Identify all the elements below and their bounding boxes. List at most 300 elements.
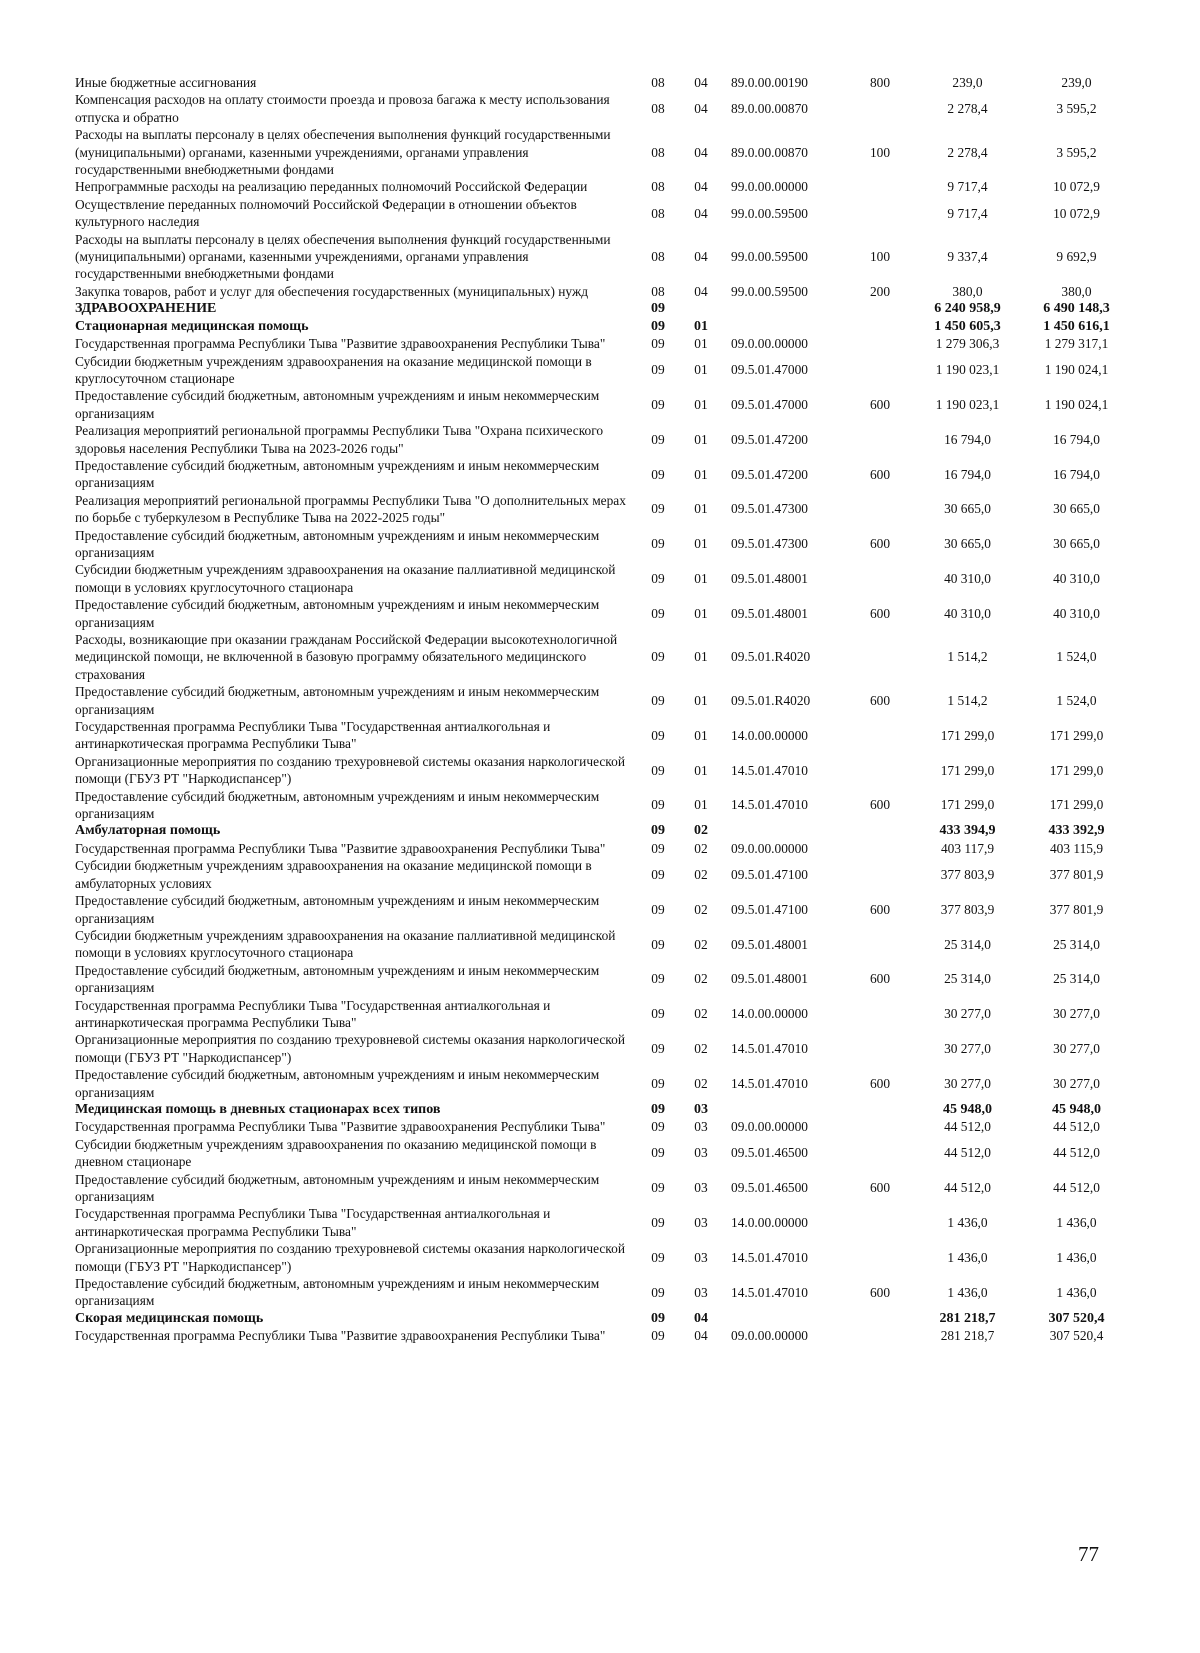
subsection-code: 02 [694, 823, 708, 839]
expense-type-code: 800 [869, 75, 891, 90]
amount-year-1: 403 117,9 [940, 840, 995, 856]
subsection-code: 02 [694, 840, 708, 856]
section-code: 09 [651, 1215, 665, 1231]
amount-year-2: 44 512,0 [1053, 1119, 1100, 1135]
expense-type-code [848, 1136, 912, 1171]
row-name: Субсидии бюджетным учреждениям здравоохранения на оказание медицинской помощи в амбулаторных условиях [75, 858, 592, 891]
target-article-code: 14.5.01.47010 [731, 1249, 808, 1265]
amount-year-1: 377 803,9 [940, 901, 995, 917]
table-row [75, 1136, 1130, 1171]
expense-type-code [848, 91, 912, 126]
amount-year-1: 239,0 [952, 75, 983, 90]
section-row [75, 300, 1130, 317]
amount-year-1: 1 514,2 [947, 692, 988, 708]
subsection-code: 03 [694, 1249, 708, 1265]
expense-type-code [848, 196, 912, 231]
table-row [75, 892, 1130, 927]
row-name: Государственная программа Республики Тыва "Развитие здравоохранения Республики Тыва" [75, 840, 606, 856]
table-row [75, 527, 1130, 562]
amount-year-1: 6 240 958,9 [934, 301, 1001, 317]
expense-type-code: 600 [869, 901, 891, 917]
section-code: 09 [651, 823, 665, 839]
section-code: 09 [651, 1101, 665, 1117]
section-code: 08 [651, 205, 665, 221]
expense-type-code [848, 753, 912, 788]
amount-year-2: 10 072,9 [1053, 179, 1100, 195]
table-row [75, 561, 1130, 596]
expense-type-code [848, 335, 912, 352]
row-name: Стационарная медицинская помощь [75, 318, 309, 334]
row-name: ЗДРАВООХРАНЕНИЕ [75, 301, 217, 317]
subsection-code: 04 [694, 205, 708, 221]
amount-year-2: 1 524,0 [1056, 649, 1097, 665]
expense-type-code [848, 840, 912, 857]
table-row [75, 631, 1130, 683]
row-name: Расходы на выплаты персоналу в целях обеспечения выполнения функций государственными (муниципальными) органами, казенными учреждениями, органами управления государственными внебюджетными фондами [75, 127, 611, 178]
target-article-code [721, 300, 848, 317]
subsection-code: 04 [694, 75, 708, 90]
target-article-code: 09.0.00.00000 [731, 336, 808, 352]
table-row [75, 353, 1130, 388]
target-article-code: 09.0.00.00000 [731, 1119, 808, 1135]
target-article-code: 09.5.01.47000 [731, 362, 808, 378]
section-code: 09 [651, 1328, 665, 1344]
expense-type-code: 600 [869, 605, 891, 621]
row-name: Организационные мероприятия по созданию трехуровневой системы оказания наркологической помощи (ГБУЗ РТ "Наркодиспансер") [75, 1032, 625, 1065]
expense-type-code [848, 561, 912, 596]
subsection-code: 02 [694, 936, 708, 952]
table-row [75, 1327, 1130, 1344]
expense-type-code: 600 [869, 1180, 891, 1196]
row-name: Расходы на выплаты персоналу в целях обеспечения выполнения функций государственными (муниципальными) органами, казенными учреждениями, органами управления государственными внебюджетными фондами [75, 231, 611, 282]
subsection-code: 04 [694, 144, 708, 160]
row-name: Государственная программа Республики Тыва "Развитие здравоохранения Республики Тыва" [75, 1328, 606, 1344]
section-code: 09 [651, 466, 665, 482]
subsection-code: 04 [694, 249, 708, 265]
table-row [75, 1205, 1130, 1240]
amount-year-1: 2 278,4 [947, 101, 988, 117]
row-name: Предоставление субсидий бюджетным, автономным учреждениям и иным некоммерческим организациям [75, 1276, 600, 1309]
section-code: 09 [651, 692, 665, 708]
expense-type-code [848, 1205, 912, 1240]
amount-year-2: 377 801,9 [1049, 901, 1104, 917]
subsection-code: 03 [694, 1119, 708, 1135]
section-code: 08 [651, 249, 665, 265]
subsection-code: 01 [694, 362, 708, 378]
row-name: Реализация мероприятий региональной программы Республики Тыва "Охрана психического здоровья населения Республики Тыва на 2023-2026 годы" [75, 423, 604, 456]
amount-year-1: 44 512,0 [944, 1145, 991, 1161]
amount-year-1: 377 803,9 [940, 866, 995, 882]
subsection-code: 02 [694, 866, 708, 882]
table-row [75, 1031, 1130, 1066]
expense-type-code: 600 [869, 692, 891, 708]
subsection-code: 01 [694, 501, 708, 517]
row-name: Субсидии бюджетным учреждениям здравоохранения на оказание паллиативной медицинской помощи в условиях круглосуточного стационара [75, 927, 616, 961]
table-row [75, 387, 1130, 422]
row-name: Предоставление субсидий бюджетным, автономным учреждениям и иным некоммерческим организациям [75, 788, 600, 822]
amount-year-2: 171 299,0 [1049, 797, 1104, 813]
expense-type-code [848, 631, 912, 683]
amount-year-2: 9 692,9 [1056, 249, 1097, 265]
section-code: 09 [651, 1041, 665, 1057]
amount-year-2: 25 314,0 [1053, 936, 1100, 952]
amount-year-2: 1 524,0 [1056, 692, 1097, 708]
amount-year-2: 6 490 148,3 [1043, 301, 1110, 317]
section-row [75, 822, 1130, 839]
target-article-code: 99.0.00.00000 [731, 179, 808, 195]
amount-year-2: 380,0 [1061, 283, 1092, 299]
amount-year-1: 1 436,0 [947, 1215, 988, 1231]
subsection-code: 01 [694, 571, 708, 587]
target-article-code: 09.5.01.47000 [731, 397, 808, 413]
subsection-code: 01 [694, 727, 708, 743]
row-name: Компенсация расходов на оплату стоимости проезда и провоза багажа к месту использования отпуска и обратно [75, 92, 610, 125]
target-article-code: 09.5.01.48001 [731, 605, 808, 621]
table-row [75, 1240, 1130, 1275]
amount-year-1: 30 277,0 [944, 1006, 991, 1022]
amount-year-1: 9 337,4 [947, 249, 988, 265]
expense-type-code [848, 1118, 912, 1135]
amount-year-1: 16 794,0 [944, 466, 991, 482]
row-name: Предоставление субсидий бюджетным, автономным учреждениям и иным некоммерческим организациям [75, 1067, 600, 1100]
table-row [75, 1118, 1130, 1135]
section-code: 09 [651, 901, 665, 917]
expense-type-code [848, 857, 912, 892]
amount-year-1: 9 717,4 [947, 179, 988, 195]
row-name: Медицинская помощь в дневных стационарах всех типов [75, 1101, 441, 1117]
row-name: Предоставление субсидий бюджетным, автономным учреждениям и иным некоммерческим организациям [75, 527, 600, 560]
row-name: Субсидии бюджетным учреждениям здравоохранения на оказание паллиативной медицинской помощи в условиях круглосуточного стационара [75, 562, 616, 595]
table-row [75, 997, 1130, 1032]
amount-year-1: 40 310,0 [944, 605, 991, 621]
amount-year-1: 281 218,7 [940, 1328, 995, 1344]
amount-year-1: 1 514,2 [947, 649, 988, 665]
table-row [75, 683, 1130, 718]
section-code: 08 [651, 144, 665, 160]
target-article-code: 14.0.00.00000 [731, 727, 808, 743]
section-code: 09 [651, 397, 665, 413]
amount-year-1: 1 190 023,1 [935, 362, 1000, 378]
page-number: 77 [1078, 1542, 1099, 1566]
amount-year-1: 30 665,0 [944, 536, 991, 552]
amount-year-1: 171 299,0 [940, 797, 995, 813]
budget-table-page [75, 74, 1130, 1345]
row-name: Осуществление переданных полномочий Российской Федерации в отношении объектов культурного наследия [75, 196, 577, 230]
section-code: 09 [651, 301, 665, 317]
amount-year-1: 171 299,0 [940, 727, 995, 743]
amount-year-1: 30 277,0 [944, 1075, 991, 1091]
expense-type-code [848, 492, 912, 527]
target-article-code: 09.5.01.R4020 [731, 692, 811, 708]
row-name: Предоставление субсидий бюджетным, автономным учреждениям и иным некоммерческим организациям [75, 684, 600, 717]
table-row [75, 1275, 1130, 1310]
target-article-code: 09.5.01.47100 [731, 866, 808, 882]
amount-year-1: 44 512,0 [944, 1180, 991, 1196]
expense-type-code [848, 422, 912, 457]
amount-year-1: 1 436,0 [947, 1249, 988, 1265]
target-article-code: 09.0.00.00000 [731, 840, 808, 856]
subsection-code: 04 [694, 179, 708, 195]
table-row [75, 962, 1130, 997]
expense-type-code: 600 [869, 1284, 891, 1300]
subsection-code: 02 [694, 1041, 708, 1057]
amount-year-2: 1 450 616,1 [1043, 318, 1110, 334]
target-article-code: 09.5.01.46500 [731, 1180, 808, 1196]
amount-year-2: 307 520,4 [1049, 1328, 1104, 1344]
subsection-code: 03 [694, 1145, 708, 1161]
amount-year-2: 30 665,0 [1053, 501, 1100, 517]
amount-year-1: 281 218,7 [939, 1310, 996, 1326]
subsection-code: 03 [694, 1101, 708, 1117]
row-name: Скорая медицинская помощь [75, 1310, 264, 1326]
subsection-code: 01 [694, 649, 708, 665]
table-row [75, 457, 1130, 492]
amount-year-1: 30 665,0 [944, 501, 991, 517]
subsection-code: 03 [694, 1180, 708, 1196]
target-article-code: 09.5.01.47100 [731, 901, 808, 917]
amount-year-1: 25 314,0 [944, 971, 991, 987]
amount-year-2: 30 665,0 [1053, 536, 1100, 552]
expense-type-code [848, 353, 912, 388]
target-article-code: 14.5.01.47010 [731, 1284, 808, 1300]
amount-year-1: 45 948,0 [943, 1101, 992, 1117]
row-name: Иные бюджетные ассигнования [75, 75, 257, 90]
row-name: Непрограммные расходы на реализацию переданных полномочий Российской Федерации [75, 179, 588, 195]
amount-year-1: 40 310,0 [944, 571, 991, 587]
row-name: Амбулаторная помощь [75, 823, 221, 839]
amount-year-2: 44 512,0 [1053, 1180, 1100, 1196]
target-article-code: 14.5.01.47010 [731, 797, 808, 813]
row-name: Организационные мероприятия по созданию трехуровневой системы оказания наркологической помощи (ГБУЗ РТ "Наркодиспансер") [75, 753, 625, 787]
target-article-code [721, 1310, 848, 1327]
table-row [75, 857, 1130, 892]
section-code: 08 [651, 283, 665, 299]
subsection-code: 01 [694, 692, 708, 708]
table-row [75, 753, 1130, 788]
section-row [75, 318, 1130, 335]
target-article-code: 14.0.00.00000 [731, 1215, 808, 1231]
table-row [75, 927, 1130, 962]
section-code: 09 [651, 727, 665, 743]
section-code: 08 [651, 179, 665, 195]
section-code: 09 [651, 762, 665, 778]
expense-type-code [848, 927, 912, 962]
subsection-code: 04 [694, 101, 708, 117]
amount-year-1: 9 717,4 [947, 205, 988, 221]
expense-type-code [848, 1327, 912, 1344]
section-code: 09 [651, 1145, 665, 1161]
target-article-code: 09.5.01.47300 [731, 501, 808, 517]
row-name: Государственная программа Республики Тыва "Государственная антиалкогольная и антинаркотическая программа Республики Тыва" [75, 719, 551, 752]
amount-year-2: 1 279 317,1 [1044, 336, 1109, 352]
section-code: 08 [651, 101, 665, 117]
row-name: Государственная программа Республики Тыва "Развитие здравоохранения Республики Тыва" [75, 1119, 606, 1135]
amount-year-2: 1 436,0 [1056, 1284, 1097, 1300]
section-code: 09 [651, 605, 665, 621]
row-name: Предоставление субсидий бюджетным, автономным учреждениям и иным некоммерческим организациям [75, 597, 600, 630]
subsection-code: 03 [694, 1215, 708, 1231]
subsection-code: 03 [694, 1284, 708, 1300]
section-code: 09 [651, 797, 665, 813]
amount-year-2: 3 595,2 [1056, 144, 1097, 160]
expense-type-code: 600 [869, 1075, 891, 1091]
table-row [75, 74, 1130, 91]
table-row [75, 196, 1130, 231]
expense-type-code: 600 [869, 971, 891, 987]
row-name: Предоставление субсидий бюджетным, автономным учреждениям и иным некоммерческим организациям [75, 388, 600, 421]
section-code: 08 [651, 75, 665, 90]
row-name: Расходы, возникающие при оказании гражданам Российской Федерации высокотехнологичной медицинской помощи, не включенной в базовую программу обязательного медицинского страхования [75, 632, 618, 682]
subsection-code: 01 [694, 397, 708, 413]
target-article-code: 99.0.00.59500 [731, 249, 808, 265]
amount-year-2: 171 299,0 [1049, 762, 1104, 778]
subsection-code: 01 [694, 318, 708, 334]
section-code: 09 [651, 318, 665, 334]
row-name: Предоставление субсидий бюджетным, автономным учреждениям и иным некоммерческим организациям [75, 1171, 600, 1204]
target-article-code [721, 822, 848, 839]
row-name: Субсидии бюджетным учреждениям здравоохранения по оказанию медицинской помощи в дневном стационаре [75, 1136, 597, 1170]
amount-year-2: 403 115,9 [1049, 840, 1104, 856]
amount-year-2: 30 277,0 [1053, 1006, 1100, 1022]
expense-type-code [848, 718, 912, 753]
table-row [75, 492, 1130, 527]
section-row [75, 1310, 1130, 1327]
row-name: Государственная программа Республики Тыва "Развитие здравоохранения Республики Тыва" [75, 336, 606, 352]
amount-year-2: 3 595,2 [1056, 101, 1097, 117]
section-code: 09 [651, 1310, 665, 1326]
amount-year-2: 30 277,0 [1053, 1041, 1100, 1057]
amount-year-2: 30 277,0 [1053, 1075, 1100, 1091]
target-article-code: 89.0.00.00870 [731, 144, 808, 160]
row-name: Субсидии бюджетным учреждениям здравоохранения на оказание медицинской помощи в круглосуточном стационаре [75, 353, 592, 386]
table-row [75, 1066, 1130, 1101]
amount-year-2: 171 299,0 [1049, 727, 1104, 743]
row-name: Реализация мероприятий региональной программы Республики Тыва "О дополнительных мерах по борьбе с туберкулезом в Республике Тыва на 2022-2025 годы" [75, 492, 626, 526]
target-article-code: 14.5.01.47010 [731, 1075, 808, 1091]
section-code: 09 [651, 1284, 665, 1300]
amount-year-1: 25 314,0 [944, 936, 991, 952]
target-article-code: 14.5.01.47010 [731, 1041, 808, 1057]
row-name: Предоставление субсидий бюджетным, автономным учреждениям и иным некоммерческим организациям [75, 457, 600, 491]
expense-type-code [848, 1240, 912, 1275]
expense-type-code: 600 [869, 797, 891, 813]
section-code: 09 [651, 501, 665, 517]
section-code: 09 [651, 936, 665, 952]
target-article-code: 09.5.01.48001 [731, 971, 808, 987]
table-row [75, 1171, 1130, 1206]
amount-year-1: 30 277,0 [944, 1041, 991, 1057]
table-row [75, 596, 1130, 631]
target-article-code: 89.0.00.00190 [731, 75, 808, 90]
subsection-code: 02 [694, 1075, 708, 1091]
amount-year-1: 44 512,0 [944, 1119, 991, 1135]
target-article-code: 99.0.00.59500 [731, 205, 808, 221]
subsection-code: 01 [694, 431, 708, 447]
amount-year-1: 1 450 605,3 [934, 318, 1001, 334]
section-code: 09 [651, 866, 665, 882]
amount-year-2: 16 794,0 [1053, 431, 1100, 447]
amount-year-2: 25 314,0 [1053, 971, 1100, 987]
expense-type-code [848, 822, 912, 839]
expense-type-code: 100 [869, 249, 891, 265]
amount-year-1: 2 278,4 [947, 144, 988, 160]
amount-year-2: 40 310,0 [1053, 571, 1100, 587]
expense-type-code [848, 1310, 912, 1327]
table-row [75, 283, 1130, 300]
subsection-code: 04 [694, 1310, 708, 1326]
amount-year-2: 1 436,0 [1056, 1215, 1097, 1231]
amount-year-1: 380,0 [952, 283, 983, 299]
table-row [75, 718, 1130, 753]
subsection-code: 02 [694, 901, 708, 917]
target-article-code: 09.5.01.48001 [731, 936, 808, 952]
section-code: 09 [651, 571, 665, 587]
section-code: 09 [651, 840, 665, 856]
budget-table [75, 74, 1130, 1345]
amount-year-2: 45 948,0 [1052, 1101, 1101, 1117]
table-row [75, 91, 1130, 126]
expense-type-code [848, 300, 912, 317]
amount-year-1: 171 299,0 [940, 762, 995, 778]
table-row [75, 231, 1130, 283]
amount-year-2: 44 512,0 [1053, 1145, 1100, 1161]
section-code: 09 [651, 1075, 665, 1091]
row-name: Предоставление субсидий бюджетным, автономным учреждениям и иным некоммерческим организациям [75, 962, 600, 996]
subsection-code: 01 [694, 466, 708, 482]
subsection-code: 02 [694, 1006, 708, 1022]
expense-type-code: 600 [869, 397, 891, 413]
expense-type-code [848, 1101, 912, 1118]
amount-year-1: 1 190 023,1 [935, 397, 1000, 413]
subsection-code: 01 [694, 797, 708, 813]
subsection-code: 01 [694, 605, 708, 621]
target-article-code [721, 318, 848, 335]
section-code: 09 [651, 649, 665, 665]
amount-year-2: 1 190 024,1 [1044, 397, 1109, 413]
amount-year-2: 40 310,0 [1053, 605, 1100, 621]
expense-type-code: 600 [869, 536, 891, 552]
expense-type-code: 600 [869, 466, 891, 482]
section-code: 09 [651, 336, 665, 352]
section-code: 09 [651, 362, 665, 378]
table-row [75, 788, 1130, 823]
row-name: Закупка товаров, работ и услуг для обеспечения государственных (муниципальных) нужд [75, 283, 589, 299]
section-code: 09 [651, 536, 665, 552]
amount-year-2: 1 190 024,1 [1044, 362, 1109, 378]
section-code: 09 [651, 431, 665, 447]
subsection-code: 04 [694, 283, 708, 299]
expense-type-code [848, 318, 912, 335]
expense-type-code [848, 997, 912, 1032]
section-code: 09 [651, 1180, 665, 1196]
table-row [75, 178, 1130, 195]
target-article-code: 09.5.01.46500 [731, 1145, 808, 1161]
section-code: 09 [651, 971, 665, 987]
subsection-code: 01 [694, 762, 708, 778]
expense-type-code: 100 [869, 144, 891, 160]
amount-year-1: 433 394,9 [939, 823, 996, 839]
section-row [75, 1101, 1130, 1118]
subsection-code: 01 [694, 536, 708, 552]
amount-year-2: 307 520,4 [1048, 1310, 1105, 1326]
table-row [75, 126, 1130, 178]
amount-year-1: 16 794,0 [944, 431, 991, 447]
amount-year-2: 433 392,9 [1048, 823, 1105, 839]
row-name: Государственная программа Республики Тыва "Государственная антиалкогольная и антинаркотическая программа Республики Тыва" [75, 997, 551, 1030]
subsection-code: 04 [694, 1328, 708, 1344]
amount-year-2: 239,0 [1061, 75, 1092, 90]
subsection-code: 01 [694, 336, 708, 352]
